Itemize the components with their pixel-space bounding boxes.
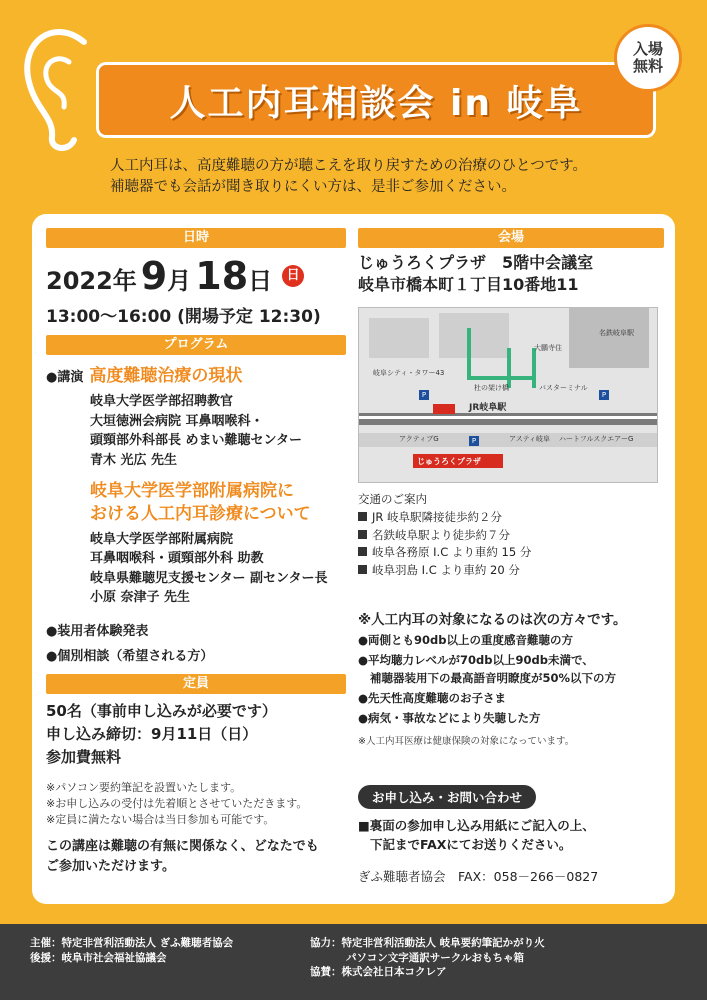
- speaker-line: 耳鼻咽喉科・頭頸部外科 助教: [90, 551, 264, 567]
- map-label-jr-station: JR岐阜駅: [469, 402, 507, 413]
- note-line: ※定員に満たない場合は当日参加も可能です。: [46, 812, 275, 826]
- date-month-unit: 月: [167, 267, 192, 295]
- venue-heading: 会場: [358, 228, 664, 248]
- lecture-row: [46, 361, 346, 386]
- map-label-heartful: ハートフルスクエアーG: [559, 434, 634, 443]
- venue-map: [358, 307, 658, 483]
- closing-line1: この講座は難聴の有無に関係なく、どなたでも: [46, 839, 319, 855]
- event-date: [46, 254, 346, 298]
- contact-line2: 下記までFAXにてお送りください。: [370, 837, 572, 853]
- contact-fax: ぎふ難聴者協会 FAX：058－266－0827: [358, 868, 599, 884]
- date-year-unit: 年: [112, 267, 137, 295]
- contact-instructions: [358, 817, 664, 855]
- footer-left: [30, 936, 233, 965]
- transport-item: [358, 527, 664, 545]
- target-note: ※人工内耳医療は健康保険の対象になっています。: [358, 736, 575, 748]
- lecture2-title: [90, 480, 346, 526]
- bullet-square-icon: [358, 530, 367, 539]
- right-column: [358, 228, 664, 885]
- transport-item: [358, 544, 664, 562]
- date-day-unit: 日: [248, 267, 273, 295]
- transport-list: [358, 509, 664, 580]
- intro-line2: 補聴器でも会話が聞き取りにくい方は、是非ご参加ください。: [110, 179, 516, 196]
- transport-text: 名鉄岐阜駅より徒歩約７分: [372, 527, 510, 542]
- bullet-square-icon: [358, 565, 367, 574]
- ear-illustration: [14, 22, 104, 152]
- footer-sponsor: 協賛：株式会社日本コクレア: [310, 966, 447, 979]
- lecture2-speaker: [90, 530, 346, 608]
- capacity-notes: [46, 780, 346, 828]
- speaker-line: 岐阜県難聴児支援センター 副センター長: [90, 570, 328, 586]
- transport-text: 岐阜羽島 I.C より車約 20 分: [372, 563, 520, 578]
- target-heading: ※人工内耳の対象になるのは次の方々です。: [358, 612, 627, 629]
- footer-coop1: 協力：特定非営利活動法人 岐阜要約筆記かがり火: [310, 937, 545, 949]
- venue-info: [358, 252, 664, 297]
- page-title: 人工内耳相談会 in 岐阜: [169, 82, 583, 124]
- footer-right: [310, 936, 545, 980]
- target-item: ●先天性高度難聴のお子さま: [358, 690, 507, 705]
- speaker-line: 青木 光広 先生: [90, 452, 178, 468]
- speaker-line: 頭頸部外科部長 めまい難聴センター: [90, 433, 303, 448]
- footer-organizer: 主催：特定非営利活動法人 ぎふ難聴者協会: [30, 937, 234, 949]
- map-label-bridge: 杜の架け橋: [474, 383, 509, 392]
- venue-name: じゅうろくプラザ 5階中会議室: [358, 253, 594, 272]
- closing-line2: ご参加いただけます。: [46, 858, 175, 874]
- parking-icon: P: [419, 390, 429, 400]
- date-year: 2022: [46, 267, 113, 295]
- transport-text: JR 岐阜駅隣接徒歩約２分: [372, 509, 503, 524]
- map-label-city-tower: 岐阜シティ・タワー43: [373, 368, 445, 377]
- map-label-asty: アスティ岐阜: [509, 434, 551, 443]
- program-item-experience: ●装用者体験発表: [46, 623, 149, 639]
- transport-title: 交通のご案内: [358, 491, 427, 506]
- parking-icon: P: [599, 390, 609, 400]
- map-label-plaza: じゅうろくプラザ: [417, 456, 481, 466]
- program-heading: プログラム: [46, 335, 346, 355]
- capacity-count: 50名（事前申し込みが必要です）: [46, 701, 277, 720]
- target-item: 補聴器装用下の最高語音明瞭度が50%以下の方: [370, 670, 617, 685]
- footer-coop2: パソコン文字通訳サークルおもちゃ箱: [346, 951, 524, 964]
- target-item: ●病気・事故などにより失聴した方: [358, 711, 541, 726]
- info-panel: [32, 214, 675, 904]
- lecture2-title-line2: おける人工内耳診療について: [90, 503, 311, 524]
- lecture2-title-line1: 岐阜大学医学部附属病院に: [90, 481, 294, 501]
- footer: [0, 924, 707, 1000]
- free-admission-badge: [614, 24, 682, 92]
- map-label-meitetsu: 名鉄岐阜駅: [599, 328, 634, 337]
- target-list: [358, 632, 664, 727]
- speaker-line: 大垣徳洲会病院 耳鼻咽喉科・: [90, 413, 264, 429]
- transport-item: [358, 562, 664, 580]
- note-line: ※パソコン要約筆記を設置いたします。: [46, 780, 242, 794]
- contact-heading: お申し込み・お問い合わせ: [358, 785, 536, 809]
- title-banner: [96, 62, 656, 138]
- parking-icon: P: [469, 436, 479, 446]
- note-line: ※お申し込みの受付は先着順とさせていただきます。: [46, 796, 308, 810]
- speaker-line: 岐阜大学医学部附属病院: [90, 531, 234, 547]
- lecture-label: ●講演: [46, 370, 84, 385]
- capacity-deadline: 申し込み締切：9月11日（日）: [46, 725, 258, 744]
- target-item: ●平均聴力レベルが70db以上90db未満で、: [358, 653, 594, 668]
- badge-line2: 無料: [632, 57, 663, 75]
- target-item: ●両側とも90db以上の重度感音難聴の方: [358, 633, 573, 648]
- bullet-square-icon: [358, 512, 367, 521]
- bullet-square-icon: [358, 547, 367, 556]
- map-label-bus-terminal: バスターミナル: [539, 383, 588, 392]
- capacity-info: [46, 700, 346, 770]
- transport-text: 岐阜各務原 I.C より車約 15 分: [372, 545, 532, 560]
- capacity-heading: 定員: [46, 674, 346, 694]
- intro-line1: 人工内耳は、高度難聴の方が聴こえを取り戻すための治療のひとつです。: [110, 158, 588, 174]
- closing-message: [46, 837, 346, 876]
- transport-item: [358, 509, 664, 527]
- event-time: 13:00～16:00 (開場予定 12:30): [46, 307, 321, 327]
- schedule-heading: 日時: [46, 228, 346, 248]
- speaker-line: 小原 奈津子 先生: [90, 590, 191, 606]
- weekday-badge: 日: [282, 265, 304, 287]
- program-item-consultation: ●個別相談（希望される方）: [46, 648, 214, 664]
- map-label-temple: 大鵬寺住: [534, 343, 562, 352]
- left-column: [46, 228, 346, 876]
- venue-address: 岐阜市橋本町１丁目10番地11: [358, 275, 579, 295]
- capacity-fee: 参加費無料: [46, 748, 122, 767]
- lecture1-title: 高度難聴治療の現状: [89, 366, 243, 386]
- intro-text: [110, 156, 670, 198]
- footer-support: 後援：岐阜市社会福祉協議会: [30, 951, 167, 964]
- contact-line1: ■裏面の参加申し込み用紙にご記入の上、: [358, 818, 595, 834]
- speaker-line: 岐阜大学医学部招聘教官: [90, 394, 234, 409]
- date-day: 18: [195, 254, 249, 298]
- date-month: 9: [140, 254, 168, 298]
- badge-line1: 入場: [632, 39, 663, 58]
- map-label-active-g: アクティブG: [399, 434, 439, 443]
- lecture1-speaker: [90, 392, 346, 470]
